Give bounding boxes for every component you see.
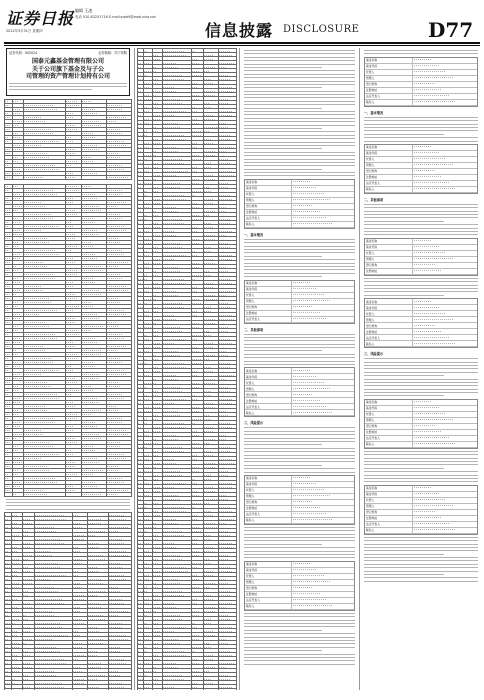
info-value [413, 498, 477, 503]
contact-line: 电话 010-83251716 E-mail:zqrb9@zqrb.sina.net [75, 15, 156, 19]
info-label: 管理人 [245, 580, 292, 585]
info-label: 法定代表人 [245, 598, 292, 603]
info-label: 基金名称 [245, 180, 292, 185]
info-label: 管理人 [365, 317, 413, 322]
table-cell [23, 492, 65, 496]
info-label: 法定代表人 [365, 522, 413, 527]
info-value [413, 528, 477, 533]
table-row [5, 492, 132, 496]
info-label: 基金代码 [245, 568, 292, 573]
info-value [413, 311, 477, 316]
info-value [292, 293, 354, 298]
info-label: 托管人 [365, 157, 413, 162]
table-cell [66, 175, 82, 179]
info-label: 注册地址 [365, 175, 413, 180]
info-value [413, 486, 477, 491]
info-label: 基金代码 [245, 186, 292, 191]
info-value [413, 305, 477, 310]
info-label: 法定代表人 [365, 335, 413, 340]
info-label: 法定代表人 [365, 181, 413, 186]
masthead [0, 0, 484, 46]
info-table [244, 280, 355, 324]
info-value [292, 398, 354, 403]
info-label: 管理人 [245, 494, 292, 499]
table-cell [81, 175, 106, 179]
info-value [292, 574, 354, 579]
paragraph-heading: 三、风险提示 [364, 352, 384, 357]
column-1-tables [4, 99, 132, 690]
info-label: 登记机构 [245, 204, 292, 209]
info-value [292, 568, 354, 573]
info-value [292, 216, 354, 221]
table-cell [219, 689, 237, 691]
info-label: 管理人 [365, 76, 413, 81]
info-value [292, 287, 354, 292]
info-value [413, 239, 477, 244]
page-number: D77 [428, 18, 474, 42]
paragraph-text [364, 117, 478, 142]
info-label: 登记机构 [245, 392, 292, 397]
info-label: 基金代码 [245, 374, 292, 379]
data-table [4, 99, 132, 180]
paragraph-heading: 三、风险提示 [244, 421, 264, 426]
info-value [292, 186, 354, 191]
table-row [5, 689, 132, 690]
table-cell [11, 689, 22, 690]
info-label: 托管人 [365, 498, 413, 503]
info-value [292, 488, 354, 493]
info-label: 管理人 [245, 299, 292, 304]
info-label: 登记机构 [245, 305, 292, 310]
column-3-text [244, 50, 355, 176]
info-label: 基金代码 [245, 482, 292, 487]
info-value [292, 198, 354, 203]
info-row [365, 187, 477, 193]
info-value [413, 76, 477, 81]
info-value [292, 374, 354, 379]
info-value [292, 210, 354, 215]
info-value [413, 299, 477, 304]
info-label: 注册地址 [365, 516, 413, 521]
paragraph-text [364, 204, 478, 236]
info-label: 联系人 [365, 341, 413, 346]
info-label: 法定代表人 [245, 317, 292, 322]
data-table [137, 48, 237, 690]
info-value [413, 510, 477, 515]
column-4-body [362, 50, 480, 582]
table-cell [72, 689, 87, 690]
table-row [5, 175, 132, 179]
info-label: 基金代码 [365, 151, 413, 156]
info-label: 基金名称 [365, 400, 413, 405]
info-value [413, 64, 477, 69]
table-cell [5, 689, 12, 690]
info-value [292, 506, 354, 511]
table-cell [5, 492, 13, 496]
info-row [365, 341, 477, 347]
announcement-box [6, 48, 130, 96]
info-label: 基金名称 [365, 145, 413, 150]
info-label: 基金名称 [365, 486, 413, 491]
info-label: 基金代码 [365, 245, 413, 250]
table-cell [152, 689, 162, 691]
masthead-rule-thin [4, 45, 480, 46]
title-line-3: 司管理的资产管理计划持有公司 [25, 73, 110, 80]
info-label: 登记机构 [365, 263, 413, 268]
info-label: 管理人 [365, 504, 413, 509]
section-title: 信息披露 [205, 21, 274, 40]
paragraph-text [364, 537, 478, 582]
table-cell [66, 492, 82, 496]
info-value [413, 335, 477, 340]
info-label: 注册地址 [365, 88, 413, 93]
info-label: 管理人 [245, 386, 292, 391]
paragraph-text [244, 427, 355, 472]
info-value [292, 404, 354, 409]
info-label: 托管人 [365, 412, 413, 417]
paragraph-text [244, 527, 355, 559]
paragraph-text [244, 613, 355, 665]
info-value [413, 181, 477, 186]
info-label: 登记机构 [365, 424, 413, 429]
info-value [292, 580, 354, 585]
info-value [413, 341, 477, 346]
paragraph-text [364, 451, 478, 483]
info-row [245, 518, 354, 524]
info-label: 注册地址 [365, 269, 413, 274]
info-label: 联系人 [365, 442, 413, 447]
paragraph-heading: 二、其他事项 [244, 327, 264, 332]
code-right: 证券简称：苏宁易购 [98, 51, 127, 55]
table-cell [106, 492, 131, 496]
info-row [245, 222, 354, 228]
info-value [413, 504, 477, 509]
info-value [413, 329, 477, 334]
info-table [364, 485, 478, 535]
info-table [244, 367, 355, 417]
info-row [365, 100, 477, 106]
info-table [364, 238, 478, 276]
announcement-text [9, 83, 127, 91]
paragraph-text [244, 239, 355, 277]
info-value [292, 281, 354, 286]
info-value [292, 305, 354, 310]
table-cell [203, 689, 219, 691]
info-label: 注册地址 [245, 506, 292, 511]
info-label: 登记机构 [365, 323, 413, 328]
info-value [292, 476, 354, 481]
info-label: 托管人 [365, 251, 413, 256]
info-label: 法定代表人 [365, 94, 413, 99]
info-value [292, 204, 354, 209]
table-cell [162, 689, 191, 691]
info-label: 法定代表人 [245, 216, 292, 221]
info-table [364, 399, 478, 449]
info-label: 注册地址 [245, 398, 292, 403]
info-label: 管理人 [365, 257, 413, 262]
info-value [413, 492, 477, 497]
info-label: 联系人 [365, 100, 413, 105]
info-label: 联系人 [245, 410, 292, 415]
info-value [292, 592, 354, 597]
date-line: 2022年3月31日 星期四 [6, 29, 43, 33]
table-cell [81, 492, 106, 496]
column-2 [137, 48, 237, 690]
info-value [292, 500, 354, 505]
info-value [292, 562, 354, 567]
info-value [292, 598, 354, 603]
paragraph-text [364, 50, 478, 54]
info-label: 联系人 [245, 222, 292, 227]
info-value [292, 392, 354, 397]
info-value [292, 518, 354, 523]
info-value [413, 516, 477, 521]
info-label: 管理人 [245, 198, 292, 203]
info-label: 管理人 [365, 163, 413, 168]
info-label: 基金代码 [365, 492, 413, 497]
info-label: 注册地址 [245, 311, 292, 316]
info-value [413, 70, 477, 75]
column-divider [359, 48, 360, 690]
info-label: 注册地址 [365, 329, 413, 334]
info-label: 法定代表人 [365, 436, 413, 441]
info-value [413, 58, 477, 63]
info-value [413, 82, 477, 87]
paragraph-heading: 二、其他事项 [364, 197, 384, 202]
newspaper-logo: 证券日报 [6, 9, 75, 28]
info-row [245, 317, 354, 323]
paragraph-text [364, 278, 478, 296]
info-label: 注册地址 [245, 592, 292, 597]
title-line-1: 国泰元鑫基金管理有限公司 [31, 58, 104, 65]
data-table [4, 512, 132, 690]
data-table [4, 184, 132, 497]
info-value [413, 88, 477, 93]
table-cell [106, 175, 131, 179]
table-cell [35, 689, 72, 690]
paragraph-heading: 一、基本情况 [364, 110, 384, 115]
info-value [413, 257, 477, 262]
info-value [413, 406, 477, 411]
info-value [413, 187, 477, 192]
info-label: 登记机构 [365, 82, 413, 87]
info-value [292, 222, 354, 227]
title-line-2: 关于公司旗下基金及与子公 [31, 65, 104, 73]
info-value [292, 192, 354, 197]
info-label: 管理人 [365, 418, 413, 423]
table-cell [144, 689, 152, 691]
info-value [413, 169, 477, 174]
info-value [413, 175, 477, 180]
info-value [413, 145, 477, 150]
info-label: 登记机构 [365, 169, 413, 174]
info-row [245, 604, 354, 610]
info-value [292, 299, 354, 304]
info-value [413, 323, 477, 328]
info-value [292, 317, 354, 322]
info-value [413, 269, 477, 274]
info-label: 基金代码 [365, 64, 413, 69]
info-label: 联系人 [365, 187, 413, 192]
info-label: 联系人 [245, 604, 292, 609]
info-label: 联系人 [245, 518, 292, 523]
info-value [413, 430, 477, 435]
info-table [244, 179, 355, 229]
info-table [364, 144, 478, 194]
info-label: 托管人 [245, 293, 292, 298]
column-2-tables [137, 48, 237, 690]
column-1 [4, 48, 132, 690]
info-value [292, 482, 354, 487]
info-label: 基金名称 [245, 562, 292, 567]
info-row [365, 269, 477, 275]
info-label: 基金代码 [245, 287, 292, 292]
info-row [365, 528, 477, 534]
info-value [292, 494, 354, 499]
column-divider [239, 48, 240, 690]
info-label: 托管人 [245, 574, 292, 579]
table-cell [13, 175, 24, 179]
info-value [413, 400, 477, 405]
column-divider [134, 48, 135, 690]
info-label: 托管人 [365, 311, 413, 316]
column-4 [362, 48, 480, 690]
info-value [292, 410, 354, 415]
info-label: 托管人 [245, 192, 292, 197]
info-label: 基金名称 [365, 299, 413, 304]
paragraph-heading: 一、基本情况 [244, 232, 264, 237]
info-label: 托管人 [245, 488, 292, 493]
info-value [413, 94, 477, 99]
info-value [413, 163, 477, 168]
table-cell [109, 689, 132, 690]
info-label: 联系人 [365, 528, 413, 533]
paragraph-text [244, 334, 355, 366]
table-cell [87, 689, 108, 690]
info-label: 托管人 [245, 380, 292, 385]
info-value [413, 251, 477, 256]
editor-line: 编辑 王凌 [75, 8, 93, 13]
info-table [244, 475, 355, 525]
info-value [292, 180, 354, 185]
paragraph-text [364, 358, 478, 396]
table-cell [13, 492, 24, 496]
info-value [292, 380, 354, 385]
table-cell [5, 175, 13, 179]
info-table [364, 298, 478, 348]
column-3 [242, 48, 357, 690]
code-left: 证券代码：002024 [9, 51, 38, 55]
info-label: 注册地址 [365, 430, 413, 435]
info-value [413, 245, 477, 250]
info-row [365, 442, 477, 448]
table-cell [22, 689, 35, 690]
info-label: 托管人 [365, 70, 413, 75]
info-label: 登记机构 [245, 586, 292, 591]
announcement-title [7, 58, 129, 81]
info-value [292, 368, 354, 373]
info-value [292, 604, 354, 609]
info-value [292, 512, 354, 517]
info-value [413, 157, 477, 162]
info-value [413, 442, 477, 447]
info-label: 基金代码 [365, 305, 413, 310]
info-label: 基金名称 [365, 58, 413, 63]
info-value [413, 418, 477, 423]
masthead-rule [4, 42, 480, 44]
info-value [292, 586, 354, 591]
announcement-codes [7, 49, 129, 56]
info-label: 登记机构 [365, 510, 413, 515]
info-value [413, 263, 477, 268]
info-row [245, 410, 354, 416]
info-value [292, 311, 354, 316]
info-label: 基金名称 [245, 368, 292, 373]
table-row [138, 689, 237, 691]
info-label: 基金名称 [245, 281, 292, 286]
info-value [292, 386, 354, 391]
info-label: 注册地址 [245, 210, 292, 215]
info-table [244, 561, 355, 611]
info-value [413, 412, 477, 417]
info-label: 基金名称 [365, 239, 413, 244]
info-value [413, 436, 477, 441]
column-3-body [242, 179, 357, 665]
info-value [413, 317, 477, 322]
info-value [413, 100, 477, 105]
section-subtitle: DISCLOSURE [283, 24, 360, 35]
info-label: 法定代表人 [245, 404, 292, 409]
info-label: 法定代表人 [245, 512, 292, 517]
table-cell [191, 689, 203, 691]
info-value [413, 522, 477, 527]
info-label: 登记机构 [245, 500, 292, 505]
info-table [364, 57, 478, 107]
info-label: 基金代码 [365, 406, 413, 411]
info-value [413, 424, 477, 429]
table-cell [23, 175, 65, 179]
info-value [413, 151, 477, 156]
info-label: 基金名称 [245, 476, 292, 481]
